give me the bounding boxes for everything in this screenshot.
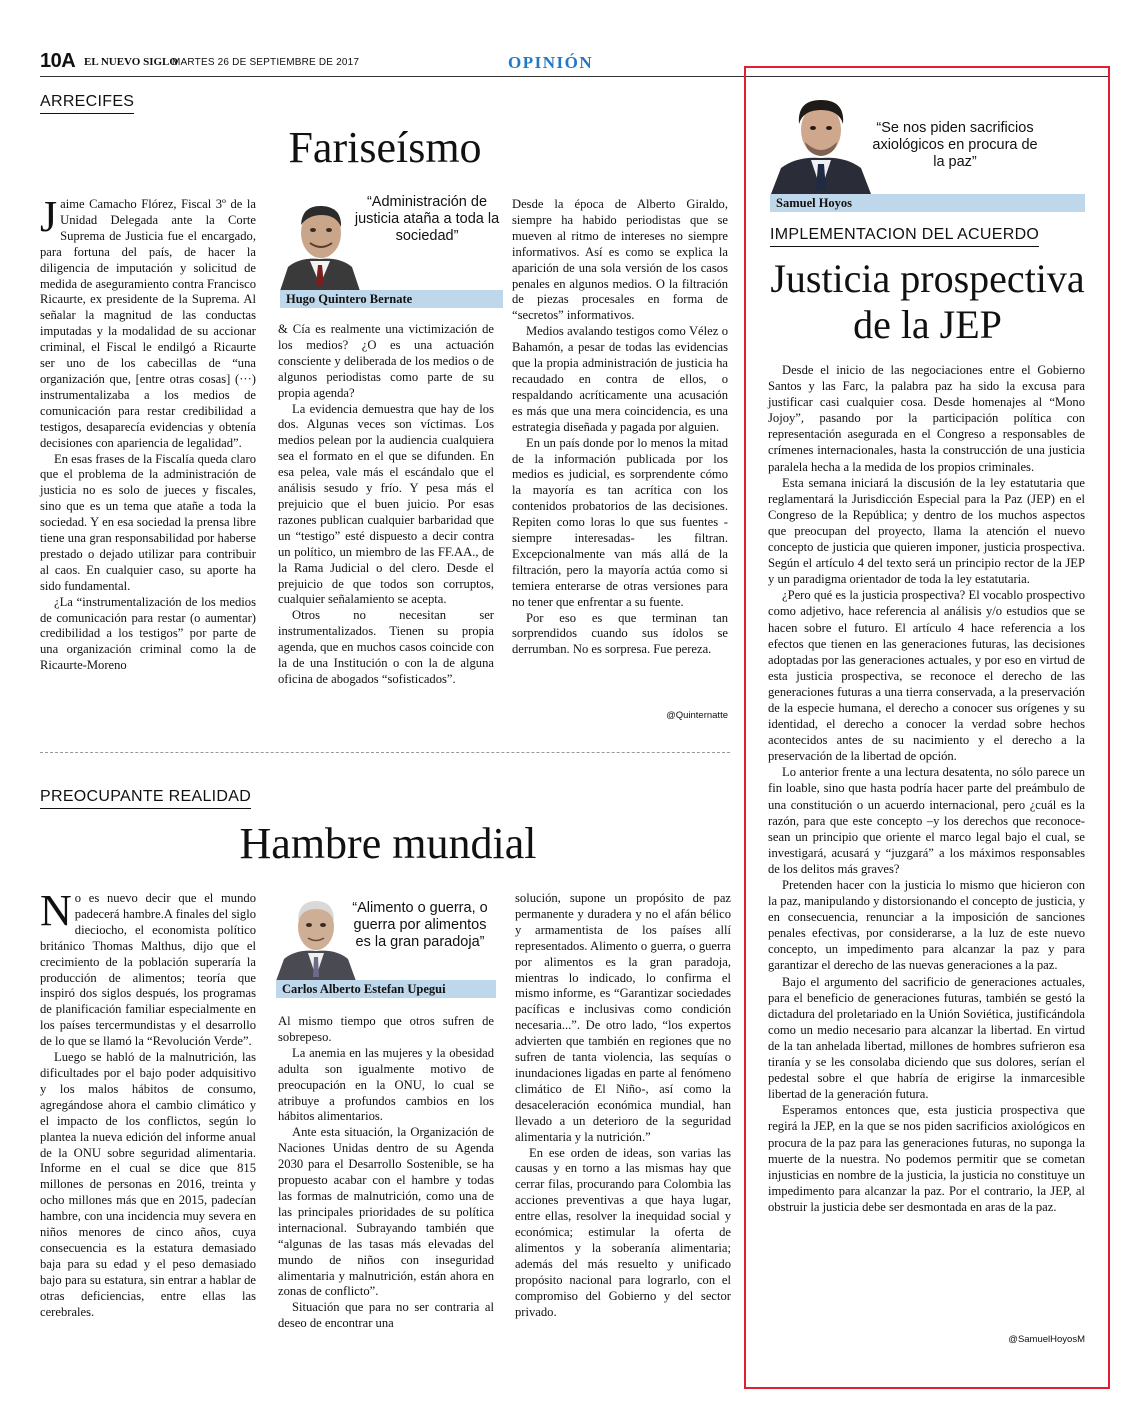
newspaper-name: EL NUEVO SIGLO xyxy=(84,56,178,68)
drop-cap: J xyxy=(40,192,58,241)
paragraph: solución, supone un propósito de paz permanente y duradera y no el afán bélico y armamentista de los países allí representados. Alimento o guerra, o guerra por alimentos es la gran paradoja, mientras lo indicado, lo confirma el mismo informe, es “Garantizar sociedades pacíficas e inclusivas como condición necesaria...”. De otro lado, “los expertos advierten que también en regiones que no sufren de tanta violencia, las sequías o inundaciones ligadas en parte al fenómeno climático de El Niño-, así como la desaceleración económica mundial, han llevado a un deterioro de la seguridad alimentaria y la nutrición.” xyxy=(515,891,731,1144)
paragraph: Lo anterior frente a una lectura desatenta, no sólo parece un fin loable, sino que hasta podría hacer parte del preámbulo de una constitución o un acuerdo internacional, pero ¿cuál es la razón, para que este concepto –y los derechos que reconoce- sean un principio que oriente el marco legal bajo el cual, se investigará, acusará y “juzgará” a los máximos responsables de los delitos más graves? xyxy=(768,765,1085,876)
paragraph: & Cía es realmente una victimización de los medios? ¿O es una actuación consciente y deliberada de los medios o de algunos periodistas como parte de su propia agenda? xyxy=(278,322,494,400)
article1-column-1 xyxy=(40,192,256,674)
article2-column-2 xyxy=(278,1014,494,1332)
issue-date: MARTES 26 DE SEPTIEMBRE DE 2017 xyxy=(172,57,360,68)
article3-body xyxy=(768,362,1085,1215)
paragraph: Otros no necesitan ser instrumentalizados. Tienen su propia agenda, que en muchos casos coincide con la de una Institución o con la de alguna oficina de abogados “sofisticados”. xyxy=(278,608,494,686)
paragraph: Medios avalando testigos como Vélez o Bahamón, a pesar de todas las evidencias que la propia administración de justicia ha recaudado en contra de ellos, o respaldando acríticamente una acusación es más que una mera coincidencia, es una estrategia diseñada y pagada por alguien. xyxy=(512,324,728,434)
paragraph: Luego se habló de la malnutrición, las dificultades por el bajo poder adquisitivo y los malos hábitos de consumo, agregándose ahora el cambio climático y el impacto de los conflictos, según lo plantea la nueva edición del informe anual de la ONU sobre seguridad alimentaria. Informe en el cual se dice que 815 millones de personas en 2016, treinta y ocho millones más que en 2015, padecían hambre, con una incidencia muy severa en niños menores de cinco años, cuya consecuencia es la estatura demasiado baja para su edad y el peso demasiado bajo para su estatura, sin entrar a hablar de otras deficiencias, entre ellas las cerebrales. xyxy=(40,1050,256,1319)
paragraph: La evidencia demuestra que hay de los dos. Algunas veces son víctimas. Los medios pelean por la audiencia cualquiera sea el formato en el que se difunden. En esa pelea, vale más el escándalo que el análisis sesudo y frío. Y pesa más el prejuicio que el buen juicio. Por esas razones publican cualquier barbaridad que un “testigo” esté dispuesto a decir contra un político, un miembro de las FF.AA., de la Rama Judicial o del clero. Desde el prejuicio de que todos son corruptos, cualquier señalamiento se acepta. xyxy=(278,401,494,607)
paragraph: Al mismo tiempo que otros sufren de sobrepeso. xyxy=(278,1014,494,1044)
article1-author: Hugo Quintero Bernate xyxy=(280,290,503,308)
article2-column-3 xyxy=(515,891,731,1320)
article-divider xyxy=(40,752,730,753)
paragraph: Desde la época de Alberto Giraldo, siempre ha habido periodistas que se mueven al ritmo de intereses no siempre informativos. Así es como se explica la aparición de una sola versión de los casos penales en algunos medios. O la filtración de piezas procesales en forma de “secretos” informativos. xyxy=(512,197,728,323)
paragraph: En un país donde por lo menos la mitad de la información publicada por los medios es judicial, es sorprendente cómo la mayoría es tan acrítica con los contenidos probatorios de las decisiones. Repiten como loras lo que sus fuentes -siempre interesadas- les filtran. Excepcionalmente van más allá de la filtración, pero la mayoría actúa como si temiera enterarse de otras versiones para no tener que enfrentar a su fuente. xyxy=(512,435,728,609)
paragraph: En esas frases de la Fiscalía queda claro que el problema de la administración de justicia no es solo de jueces y fiscales, sino que es un tema que atañe a toda la sociedad. Y en esa sociedad la prensa libre tiene una gran responsabilidad por haberse prestado o dejado utilizar para contribuir al caos. En cualquier caso, su aporte ha sido fundamental. xyxy=(40,451,256,593)
article3-kicker: IMPLEMENTACION DEL ACUERDO xyxy=(770,226,1039,247)
article1-pullquote: “Administración de justicia ataña a toda la sociedad” xyxy=(354,194,500,244)
article1-title: Fariseísmo xyxy=(288,123,482,172)
paragraph: o es nuevo decir que el mundo padecerá hambre.A finales del siglo dieciocho, el economista político británico Thomas Malthus, dijo que el crecimiento de la población superaría la producción de alimentos; teoría que inspiró dos siglos después, los programas de planificación familiar especialmente en los países tercermundistas y el desarrollo de lo que se llamó la “Revolución Verde”. xyxy=(40,891,256,1049)
author-photo-samuel xyxy=(771,92,871,194)
article3-twitter-handle: @SamuelHoyosM xyxy=(1008,1334,1085,1345)
paragraph: Esperamos entonces que, esta justicia prospectiva que regirá la JEP, en la que se nos piden sacrificios axiológicos en procura de la paz para las generaciones futuras, no suponga la muerte de la nuestra. No podemos permitir que se cometan injusticias en nombre de la justicia, la justicia no constituye un impedimento para alcanzar la paz. Por el contrario, la JEP, al obstruir la justicia debe ser desmontada en aras de la paz. xyxy=(768,1103,1085,1214)
paragraph: Esta semana iniciará la discusión de la ley estatutaria que reglamentará la Jurisdicción Especial para la Paz (JEP) en el Congreso de la República; y dentro de los muchos aspectos que preocupan del proyecto, llama la atención el nuevo concepto de justicia que quieren imponer, justicia prospectiva. Según el artículo 4 del texto será un principio rector de la JEP y un paradigma orientador de toda la ley estatutaria. xyxy=(768,475,1085,587)
article3-pullquote: “Se nos piden sacrificios axiológicos en procura de la paz” xyxy=(872,120,1038,170)
paragraph: Por eso es que terminan tan sorprendidos cuando sus ídolos se derrumban. No es sorpresa. Fue pereza. xyxy=(512,610,728,657)
article2-kicker: PREOCUPANTE REALIDAD xyxy=(40,788,251,809)
article2-column-1 xyxy=(40,886,256,1320)
article2-title: Hambre mundial xyxy=(239,819,537,868)
paragraph: Bajo el argumento del sacrificio de generaciones actuales, para el beneficio de generaciones futuras, también se gestó la dictadura del proletariado en la Unión Soviética, justificándola como un medio necesario para alcanzar la libertad. En virtud de la tan anhelada libertad, millones de hombres sufrieron esa tiranía y se les consolaba diciendo que sus dolores, serían el pedestal sobre el que habría de erigirse la inmarcesible libertad de la generación futura. xyxy=(768,974,1085,1102)
paragraph: Desde el inicio de las negociaciones entre el Gobierno Santos y las Farc, la palabra paz ha sido la excusa para justificar casi cualquier cosa. Desde homenajes al “Mono Jojoy”, pasando por la participación política con representación asegurada en el Congreso a responsables de crímenes internacionales, hasta la construcción de una justicia paralela hecha a la medida de los propios criminales. xyxy=(768,363,1085,474)
paragraph: ¿La “instrumentalización de los medios de comunicación para restar (o aumentar) credibilidad a los testigos” por parte de una organización criminal como la de Ricaurte-Moreno xyxy=(40,594,256,673)
page-number: 10A xyxy=(40,50,76,72)
article2-author: Carlos Alberto Estefan Upegui xyxy=(276,980,496,998)
paragraph: Situación que para no ser contraria al deseo de encontrar una xyxy=(278,1300,494,1331)
article3-title xyxy=(760,256,1095,348)
article1-column-2 xyxy=(278,322,494,688)
article3-title-line2: de la JEP xyxy=(853,302,1002,347)
author-photo-carlos xyxy=(276,893,356,981)
article2-pullquote: “Alimento o guerra, o guerra por alimentos es la gran paradoja” xyxy=(352,900,488,950)
article1-kicker: ARRECIFES xyxy=(40,93,134,114)
section-title: OPINIÓN xyxy=(508,53,594,72)
article3-title-line1: Justicia prospectiva xyxy=(770,256,1085,301)
paragraph: En ese orden de ideas, son varias las causas y en torno a las mismas hay que cerrar filas, procurando para Colombia las acciones preventivas a que haya lugar, entre ellas, resolver la inequidad social y económica; estimular la oferta de alimentos y la soberanía alimentaria; además del más resuelto y unificado propósito nacional para lograrlo, con el compromiso del Gobierno y del sector privado. xyxy=(515,1145,731,1319)
article1-column-3 xyxy=(512,197,728,658)
article1-twitter-handle: @Quinternatte xyxy=(666,710,728,721)
author-photo-hugo xyxy=(280,195,360,291)
paragraph: Pretenden hacer con la justicia lo mismo que hicieron con la paz, manipulando y distorsionando el concepto de justicia, y en consecuencia, renunciar a la imposición de sanciones penales efectivas, por considerarse, a la luz de este nuevo concepto, un impedimento para alcanzar la paz y para garantizar el derecho de las nuevas generaciones a la paz. xyxy=(768,878,1085,973)
paragraph: ¿Pero qué es la justicia prospectiva? El vocablo prospectivo como adjetivo, hace referencia al análisis y/o estudios que se hacen sobre el futuro. El artículo 4 hace referencia a los efectos que tienen en las generaciones futuras, las decisiones adoptadas por las generaciones actuales, y por eso en virtud de esta justicia prospectiva, se reconoce el derecho de las generaciones futuras a una tierra conservada, a la preservación de la especie humana, el derecho a conocer sus orígenes y su identidad, el derecho a conocer la verdad sobre hechos acontecidos antes de su nacimiento y el derecho a la preservación de la libertad de opción. xyxy=(768,588,1085,764)
paragraph: La anemia en las mujeres y la obesidad adulta son igualmente motivo de preocupación en la ONU, lo cual se atribuye a profundos cambios en los hábitos alimentarios. xyxy=(278,1045,494,1124)
paragraph: Ante esta situación, la Organización de Naciones Unidas dentro de su Agenda 2030 para el Desarrollo Sostenible, se ha propuesto acabar con el hambre y todas las formas de malnutrición, como una de las principales prioridades de su política internacional. Subrayando también que “algunas de las tasas más elevadas del mundo de niños con inseguridad alimentaria y malnutrición, están ahora en zonas de conflicto”. xyxy=(278,1125,494,1299)
paragraph: aime Camacho Flórez, Fiscal 3º de la Unidad Delegada ante la Corte Suprema de Justicia fue el encargado, para fortuna del país, de hacer la diligencia de imputación y solicitud de medida de aseguramiento contra Francisco Ricaurte, ex presidente de la Suprema. Al señalar la magnitud de las conductas imputadas y la modalidad de su accionar criminal, el Fiscal le endilgó a Ricaurte ser uno de los cabecillas de “una organización que, [entre otras cosas] (···) instrumentalizaba a los medios de comunicación para restar credibilidad a testigos, desaparecía evidencias y obtenía decisiones con apariencia de legalidad”. xyxy=(40,197,256,450)
article3-author: Samuel Hoyos xyxy=(770,194,1085,212)
drop-cap: N xyxy=(40,886,72,935)
